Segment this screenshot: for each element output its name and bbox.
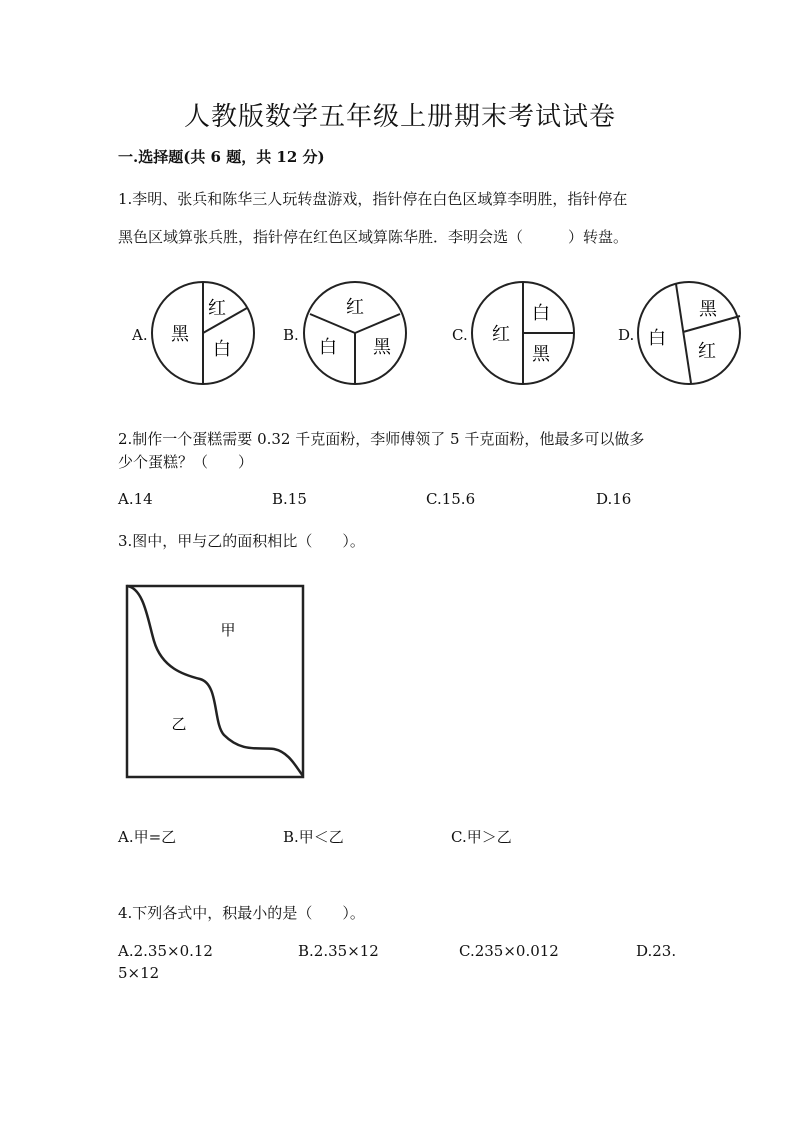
question-2-line-2: 少个蛋糕？（ ）	[118, 453, 254, 471]
region-yi-label: 乙	[171, 715, 187, 733]
question-4-option-d: D.23.	[636, 942, 677, 960]
spinner-c-label: C.	[452, 326, 468, 344]
spinner-c-slice-white: 白	[532, 303, 550, 324]
spinner-b-diagram	[302, 280, 408, 386]
question-4-option-c: C.235×0.012	[459, 942, 559, 960]
area-comparison-diagram	[124, 583, 308, 781]
spinner-b-slice-white: 白	[319, 337, 337, 358]
question-1-line-2: 黑色区域算张兵胜，指针停在红色区域算陈华胜．李明会选（ ）转盘。	[118, 228, 629, 246]
question-3-option-a: A.甲=乙	[118, 828, 177, 846]
spinner-a-slice-red: 红	[208, 298, 226, 319]
spinner-b-label: B.	[283, 326, 299, 344]
spinner-d-slice-red: 红	[698, 341, 716, 362]
question-4-option-b: B.2.35×12	[298, 942, 379, 960]
spinner-b-slice-red: 红	[346, 297, 364, 318]
question-3-text: 3.图中，甲与乙的面积相比（ ）。	[118, 532, 365, 550]
square-outline	[127, 586, 303, 777]
spinner-a-label: A.	[132, 326, 148, 344]
region-jia-label: 甲	[220, 621, 236, 639]
question-4-option-a: A.2.35×0.12	[118, 942, 213, 960]
spinner-c-slice-red: 红	[492, 324, 510, 345]
page-title: 人教版数学五年级上册期末考试试卷	[183, 102, 616, 132]
spinner-d-label: D.	[618, 326, 635, 344]
question-2-line-1: 2.制作一个蛋糕需要 0.32 千克面粉，李师傅领了 5 千克面粉，他最多可以做多	[118, 430, 645, 448]
question-2-option-b: B.15	[272, 490, 307, 508]
spinner-d-diagram	[636, 280, 742, 386]
spinner-d-slice-black: 黑	[699, 299, 717, 320]
question-4-text: 4.下列各式中，积最小的是（ ）。	[118, 904, 365, 922]
question-4-option-d-wrap: 5×12	[118, 964, 160, 982]
question-1-line-1: 1.李明、张兵和陈华三人玩转盘游戏，指针停在白色区域算李明胜，指针停在	[118, 190, 628, 208]
question-2-option-a: A.14	[118, 490, 153, 508]
spinner-d-slice-white: 白	[648, 328, 666, 349]
question-2-option-c: C.15.6	[426, 490, 476, 508]
spinner-a-slice-black: 黑	[171, 324, 189, 345]
spinner-b-slice-black: 黑	[373, 337, 391, 358]
spinner-a-diagram	[150, 280, 256, 386]
question-3-option-c: C.甲＞乙	[451, 828, 512, 846]
question-3-option-b: B.甲＜乙	[283, 828, 344, 846]
question-2-option-d: D.16	[596, 490, 632, 508]
spinner-a-slice-white: 白	[213, 339, 231, 360]
section-heading: 一.选择题(共 6 题，共 12 分)	[118, 148, 325, 166]
spinner-c-slice-black: 黑	[532, 344, 550, 365]
spinner-c-diagram	[470, 280, 576, 386]
